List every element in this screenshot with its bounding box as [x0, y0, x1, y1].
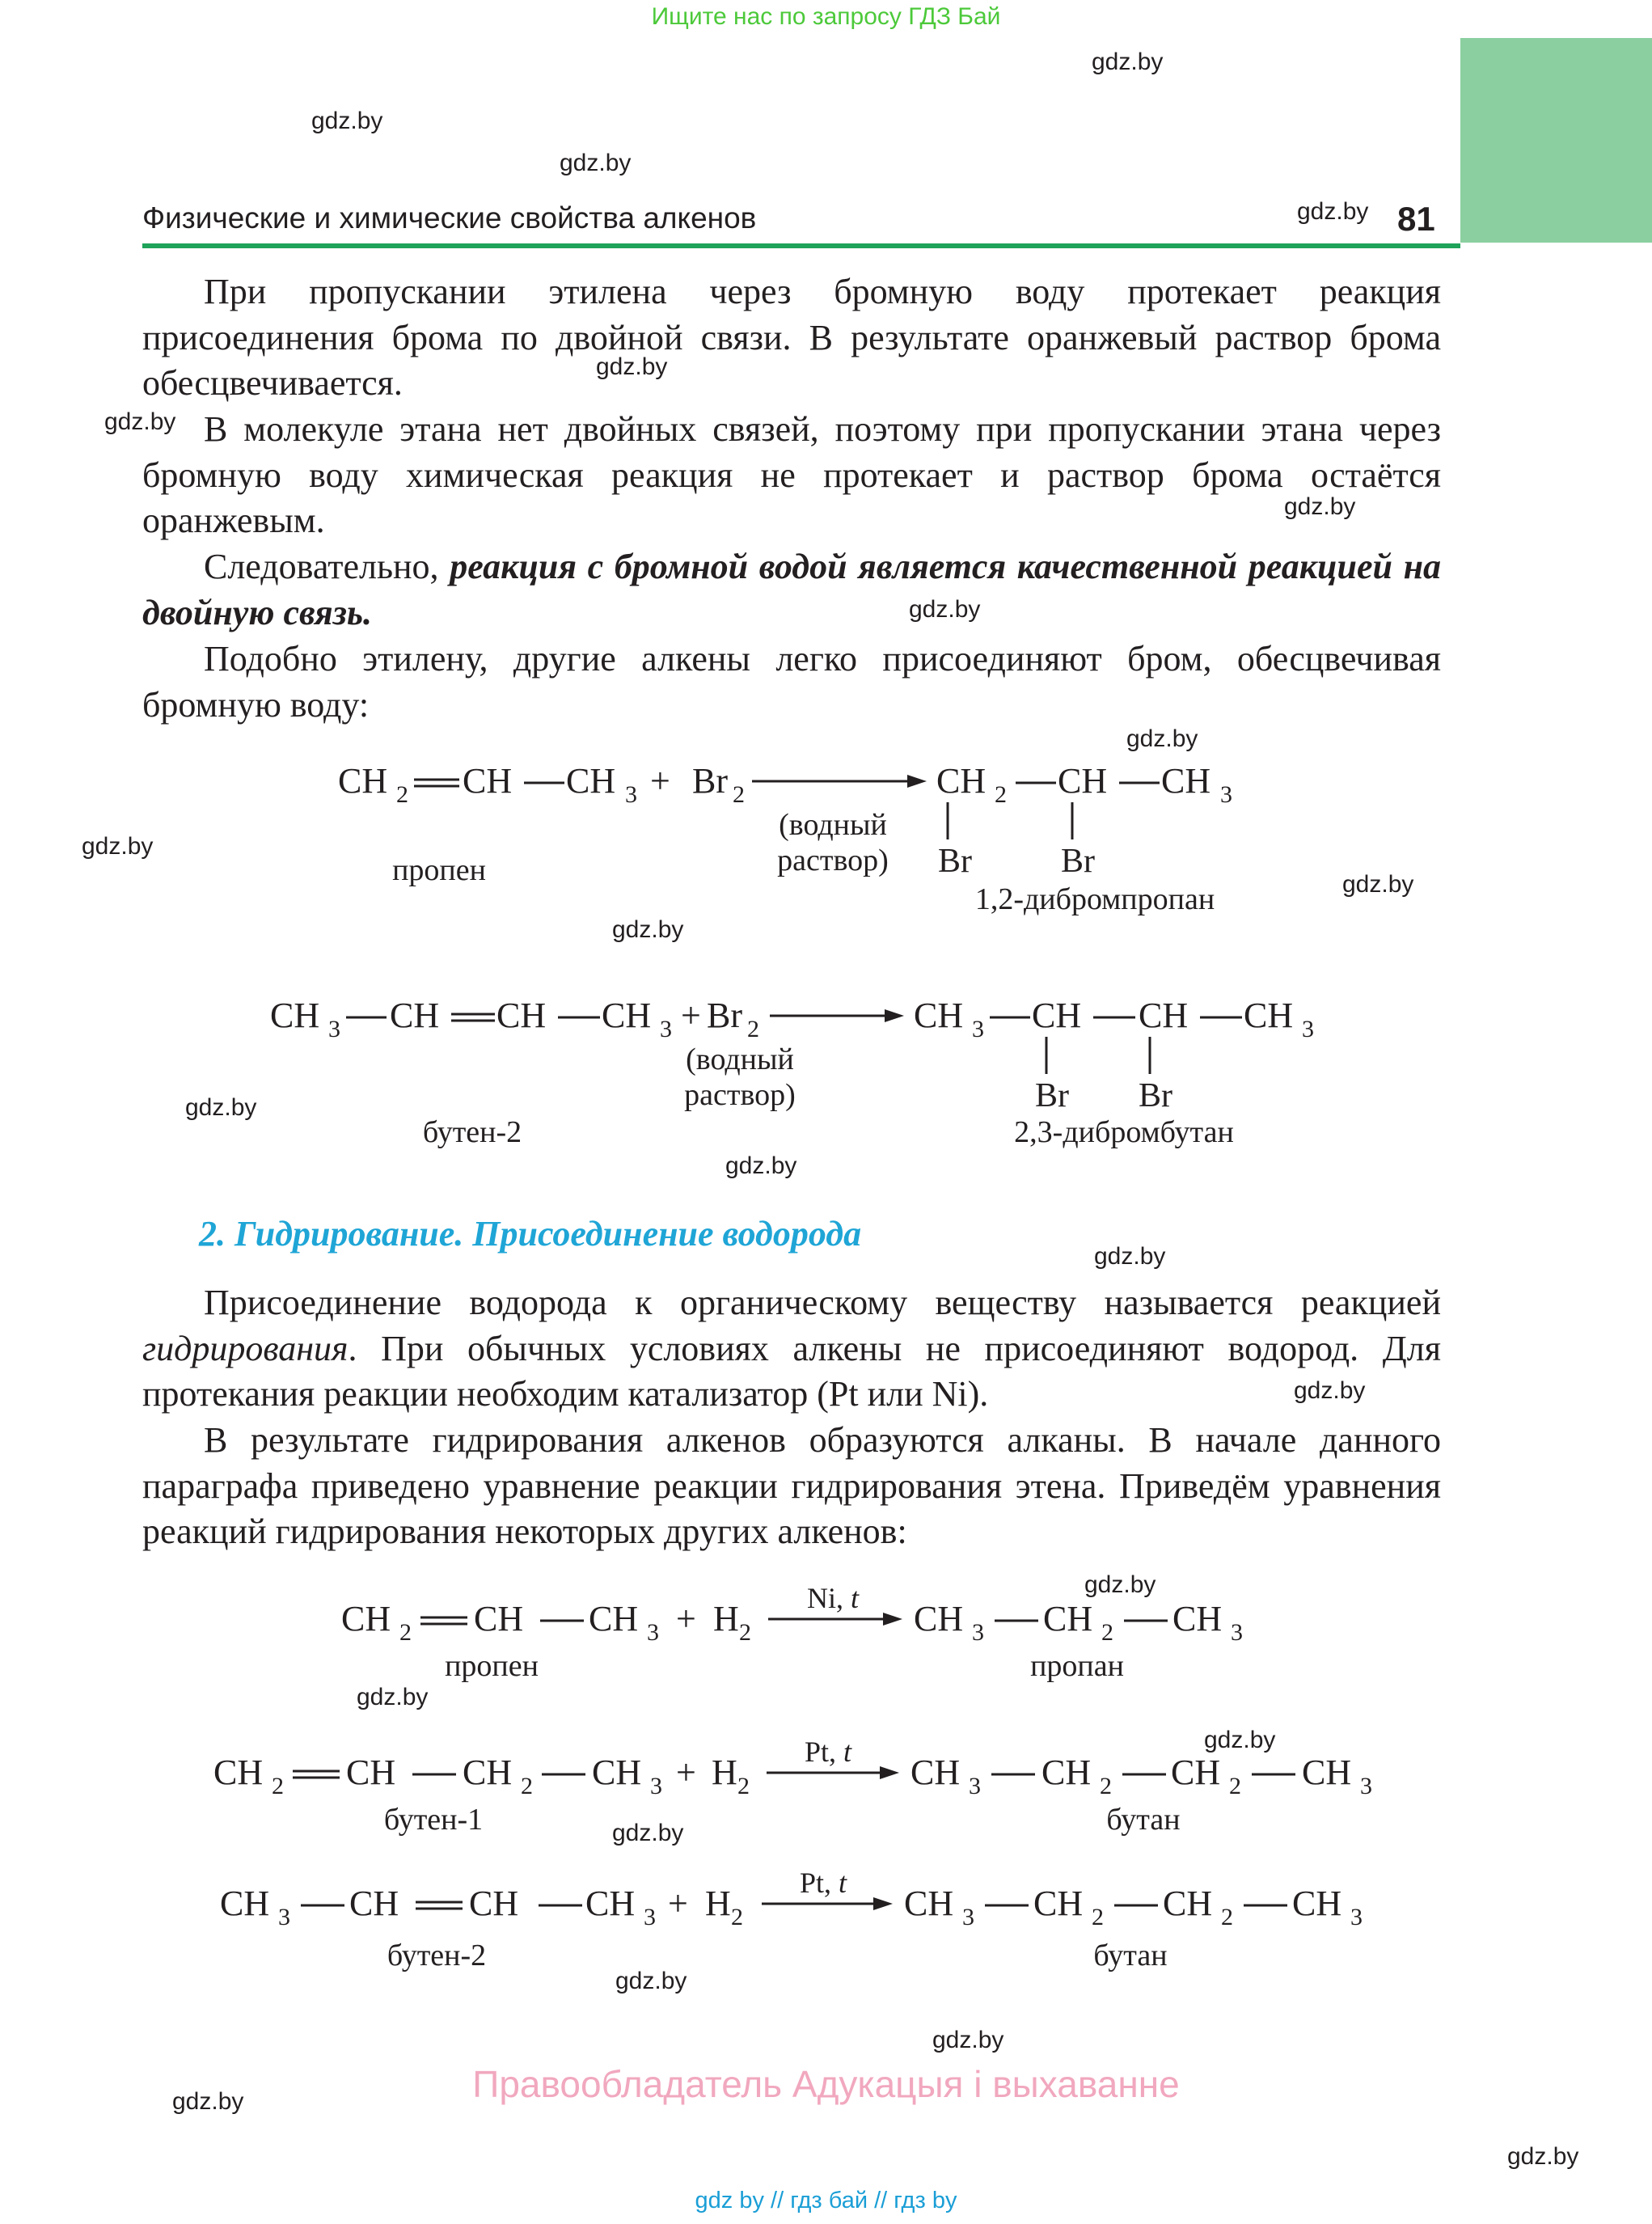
arrow-head: [907, 775, 927, 788]
watermark: gdz.by: [1094, 1243, 1166, 1270]
formula-text: CH: [566, 761, 616, 801]
formula-text: CH: [1302, 1753, 1352, 1792]
subscript: 3: [1231, 1619, 1243, 1646]
subscript: 3: [647, 1619, 659, 1646]
paragraph-other-alkenes: Подобно этилену, другие алкены легко присоединяют бром, обесцвечивая бромную воду:: [142, 639, 1441, 725]
definition-lead: Присоединение водорода к органическому веществу называется реакцией: [204, 1283, 1441, 1322]
formula-text: CH: [213, 1753, 264, 1792]
watermark: gdz.by: [311, 108, 383, 134]
plus-sign: +: [650, 761, 670, 801]
section-heading: 2. Гидрирование. Присоединение водорода: [199, 1214, 862, 1254]
subscript: 3: [962, 1904, 974, 1930]
hydrogen: H: [712, 1753, 737, 1792]
equation-butene2-hydrogenation: [0, 1867, 1652, 1980]
arrow-head: [873, 1897, 893, 1910]
hydrogen: H: [713, 1599, 739, 1638]
watermark: gdz.by: [725, 1152, 797, 1179]
bromine-substituent: Br: [1035, 1077, 1069, 1114]
formula-text: CH: [469, 1884, 519, 1923]
catalyst-label: [800, 1867, 847, 1899]
subscript: 2: [995, 781, 1007, 808]
bromine: Br: [707, 996, 742, 1035]
formula-text: CH: [1032, 996, 1082, 1035]
catalyst-text: Pt,: [799, 1867, 839, 1899]
subscript: 2: [521, 1773, 533, 1799]
subscript: 2: [1092, 1904, 1104, 1930]
formula-text: CH: [349, 1884, 399, 1923]
footer-links[interactable]: gdz by // гдз бай // гдз by: [695, 2188, 957, 2213]
formula-text: CH: [1292, 1884, 1342, 1923]
formula-text: CH: [1041, 1753, 1092, 1792]
conclusion-emphasis: реакция с бромной водой является качественной реакцией на двойную связь.: [142, 547, 1441, 632]
watermark: gdz.by: [357, 1684, 429, 1710]
watermark: gdz.by: [1284, 493, 1356, 520]
reactant-name: бутен-2: [387, 1939, 487, 1972]
running-head: Физические и химические свойства алкенов: [142, 201, 757, 235]
formula-text: CH: [589, 1599, 639, 1638]
formula-text: CH: [1163, 1884, 1213, 1923]
reactant-name: бутен-2: [422, 1115, 522, 1149]
formula-text: CH: [496, 996, 547, 1035]
catalyst-label: [807, 1585, 860, 1614]
rights-notice: Правообладатель Адукацыя і выхаванне: [472, 2063, 1180, 2105]
watermark: gdz.by: [932, 2027, 1004, 2053]
product-name: бутан: [1093, 1939, 1168, 1972]
bromine-substituent: Br: [938, 843, 972, 880]
watermark: gdz.by: [612, 916, 684, 943]
subscript: 3: [660, 1016, 672, 1042]
top-search-note: Ищите нас по запросу ГДЗ Бай: [651, 3, 1001, 30]
subscript: 2: [731, 1904, 743, 1930]
watermark: gdz.by: [596, 353, 668, 380]
product-name: 1,2-дибромпропан: [974, 882, 1215, 916]
formula-text: CH: [1043, 1599, 1093, 1638]
condition-text: (водный: [686, 1042, 794, 1076]
watermark: gdz.by: [185, 1094, 257, 1121]
subscript: 2: [1221, 1904, 1233, 1930]
formula-text: CH: [911, 1753, 961, 1792]
formula-text: CH: [390, 996, 440, 1035]
subscript: 3: [972, 1016, 984, 1042]
watermark: gdz.by: [1126, 725, 1198, 752]
reactant-name: бутен-1: [383, 1803, 484, 1837]
watermark: gdz.by: [1084, 1571, 1156, 1598]
arrow-head: [883, 1613, 902, 1626]
arrow-head: [885, 1009, 904, 1022]
plus-sign: +: [676, 1753, 696, 1792]
plus-sign: +: [681, 996, 701, 1035]
watermark: gdz.by: [1092, 49, 1164, 75]
bromine-substituent: Br: [1139, 1077, 1172, 1114]
formula-text: CH: [346, 1753, 396, 1792]
hydrogen: H: [705, 1884, 731, 1923]
formula-text: CH: [936, 761, 987, 801]
condition-text: раствор): [777, 844, 889, 877]
header-rule: [142, 243, 1460, 248]
subscript: 2: [739, 1619, 751, 1646]
product-name: пропан: [1030, 1649, 1124, 1683]
paragraph-ethane: В молекуле этана нет двойных связей, поэтому при пропускании этана через бромную воду химическая реакция не протекает и раствор брома остаётся оранжевым.: [142, 409, 1441, 540]
page-number: 81: [1397, 200, 1435, 238]
subscript: 3: [644, 1904, 656, 1930]
formula-text: CH: [914, 1599, 964, 1638]
formula-text: CH: [1171, 1753, 1221, 1792]
formula-text: CH: [1058, 761, 1108, 801]
paragraph-bromine-addition: При пропускании этилена через бромную воду протекает реакция присоединения брома по двойной связи. В результате оранжевый раствор брома обесцвечивается.: [142, 272, 1441, 403]
subscript: 2: [272, 1773, 284, 1799]
condition-text: раствор): [684, 1078, 796, 1112]
reactant-name: пропен: [392, 853, 486, 887]
subscript: 3: [328, 1016, 340, 1042]
bromine: Br: [692, 761, 728, 801]
conclusion-lead: Следовательно,: [204, 547, 450, 586]
temperature-symbol: t: [839, 1867, 847, 1899]
subscript: 2: [733, 781, 745, 808]
subscript: 3: [969, 1773, 981, 1799]
product-name: бутан: [1106, 1803, 1181, 1837]
subscript: 2: [737, 1773, 750, 1799]
subscript: 3: [1350, 1904, 1363, 1930]
subscript: 2: [399, 1619, 412, 1646]
reactant-name: пропен: [445, 1649, 539, 1683]
subscript: 2: [1101, 1619, 1113, 1646]
subscript: 2: [1229, 1773, 1241, 1799]
formula-text: CH: [220, 1884, 270, 1923]
formula-text: CH: [1033, 1884, 1084, 1923]
bromine-substituent: Br: [1061, 843, 1095, 880]
formula-text: CH: [1172, 1599, 1223, 1638]
arrow-head: [880, 1766, 899, 1779]
term-hydrogenation: гидрирования: [142, 1328, 349, 1368]
watermark: gdz.by: [560, 150, 632, 176]
subscript: 2: [747, 1016, 759, 1042]
subscript: 3: [1360, 1773, 1372, 1799]
page-tab: [1460, 38, 1652, 243]
formula-text: CH: [904, 1884, 954, 1923]
subscript: 3: [1220, 781, 1232, 808]
formula-text: CH: [474, 1599, 524, 1638]
formula-text: CH: [1139, 996, 1189, 1035]
watermark: gdz.by: [104, 408, 176, 435]
watermark: gdz.by: [1297, 198, 1369, 225]
equation-butene2-bromination: [0, 979, 1652, 1156]
temperature-symbol: t: [843, 1736, 852, 1768]
watermark: gdz.by: [1507, 2143, 1579, 2170]
watermark: gdz.by: [1342, 871, 1414, 898]
watermark: gdz.by: [172, 2088, 244, 2115]
watermark: gdz.by: [1204, 1727, 1276, 1753]
paragraph-conclusion: [142, 544, 1441, 636]
watermark: gdz.by: [612, 1820, 684, 1846]
subscript: 3: [278, 1904, 290, 1930]
paragraph-hydrogenation-definition: [142, 1280, 1441, 1418]
condition-text: (водный: [779, 808, 887, 842]
formula-text: CH: [585, 1884, 636, 1923]
subscript: 3: [650, 1773, 662, 1799]
paragraph-hydrogenation-results: В результате гидрирования алкенов образуются алканы. В начале данного параграфа приведено уравнение реакции гидрирования этена. Приведём уравнения реакций гидрирования некоторых других алкенов:: [142, 1420, 1441, 1551]
formula-text: CH: [1161, 761, 1211, 801]
product-name: 2,3-дибромбутан: [1014, 1115, 1234, 1149]
plus-sign: +: [676, 1599, 696, 1638]
formula-text: CH: [463, 761, 513, 801]
equation-butene1-hydrogenation: [0, 1736, 1652, 1841]
formula-text: CH: [592, 1753, 642, 1792]
catalyst-text: Pt,: [804, 1736, 844, 1768]
subscript: 3: [625, 781, 637, 808]
subscript: 3: [972, 1619, 984, 1646]
subscript: 2: [396, 781, 408, 808]
subscript: 3: [1302, 1016, 1314, 1042]
formula-text: CH: [338, 761, 388, 801]
formula-text: CH: [914, 996, 964, 1035]
watermark: gdz.by: [1294, 1377, 1366, 1404]
catalyst-text: Ni,: [806, 1585, 851, 1614]
watermark: gdz.by: [82, 833, 154, 860]
subscript: 2: [1100, 1773, 1112, 1799]
formula-text: CH: [270, 996, 320, 1035]
formula-text: CH: [1244, 996, 1294, 1035]
equation-propene-hydrogenation: [0, 1585, 1652, 1690]
formula-text: CH: [602, 996, 652, 1035]
formula-text: CH: [463, 1753, 513, 1792]
catalyst-label: [805, 1736, 852, 1768]
watermark: gdz.by: [909, 596, 981, 623]
plus-sign: +: [668, 1884, 688, 1923]
watermark: gdz.by: [615, 1968, 687, 1994]
formula-text: CH: [341, 1599, 391, 1638]
temperature-symbol: t: [850, 1585, 860, 1614]
definition-rest: . При обычных условиях алкены не присоединяют водород. Для протекания реакции необходим катализатор (Pt или Ni).: [142, 1328, 1441, 1414]
